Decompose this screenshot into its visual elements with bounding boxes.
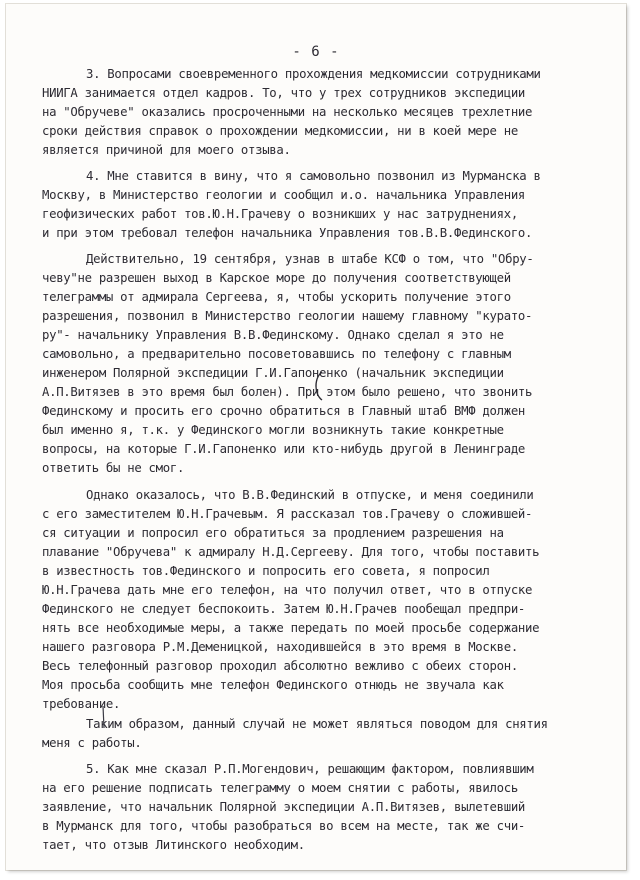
text-line: заявление, что начальник Полярной экспедиции А.П.Витязев, вылетевший	[42, 800, 526, 814]
document-page	[6, 4, 626, 870]
text-line: 5. Как мне сказал Р.П.Могендович, решающим фактором, повлиявшим	[86, 762, 534, 776]
text-line: и при этом требовал телефон начальника Управления тов.В.В.Фединского.	[42, 226, 533, 240]
text-line: меня с работы.	[42, 736, 142, 750]
text-line: требование.	[42, 697, 121, 711]
text-line: Ю.Н.Грачева дать мне его телефон, на что получил ответ, что в отпуске	[42, 583, 533, 597]
text-line: инженером Полярной экспедиции Г.И.Гапоненко (начальник экспедиции	[42, 366, 504, 380]
text-line: Фединского не следует беспокоить. Затем Ю.Н.Грачев пообещал предпри-	[42, 602, 526, 616]
text-line: ответить бы не смог.	[42, 461, 185, 475]
text-line: Однако оказалось, что В.В.Фединский в отпуске, и меня соединили	[86, 488, 534, 502]
text-line: Москву, в Министерство геологии и сообщил и.о. начальника Управления	[42, 188, 526, 202]
text-line: в Мурманск для того, чтобы разобраться во всем на месте, так же счи-	[42, 819, 526, 833]
text-line: А.П.Витязев в это время был болен). При этом было решено, что звонить	[42, 385, 533, 399]
text-line: плавание "Обручева" к адмиралу Н.Д.Сергееву. Для того, чтобы поставить	[42, 545, 540, 559]
text-line: разрешения, позвонил в Министерство геологии нашему главному "курато-	[42, 309, 533, 323]
text-line: НИИГА занимается отдел кадров. То, что у трех сотрудников экспедиции	[42, 86, 526, 100]
text-line: 3. Вопросами своевременного прохождения медкомиссии сотрудниками	[86, 67, 541, 81]
handwritten-tick-mark	[100, 704, 108, 730]
text-line: 4. Мне ставится в вину, что я самовольно позвонил из Мурманска в	[86, 169, 541, 183]
text-line: чеву"не разрешен выход в Карское море до получения соответствующей	[42, 271, 511, 285]
text-line: телеграммы от адмирала Сергеева, я, чтобы ускорить получение этого	[42, 290, 511, 304]
text-line: геофизических работ тов.Ю.Н.Грачеву о возникших у нас затруднениях,	[42, 207, 518, 221]
text-line: нять все необходимые меры, а также передать по моей просьбе содержание	[42, 621, 540, 635]
text-line: в известность тов.Фединского и попросить его совета, я попросил	[42, 564, 490, 578]
text-line: Действительно, 19 сентября, узнав в штабе КСФ о том, что "Обру-	[86, 252, 534, 266]
text-line: нашего разговора Р.М.Деменицкой, находившейся в это время в Москве.	[42, 640, 518, 654]
text-line: на "Обручеве" оказались просроченными на несколько месяцев трехлетние	[42, 105, 533, 119]
text-line: сроки действия справок о прохождении медкомиссии, ни в коей мере не	[42, 124, 518, 138]
text-line: ся ситуации и попросил его обратиться за продлением разрешения на	[42, 526, 504, 540]
text-line: Фединскому и просить его срочно обратиться в Главный штаб ВМФ должен	[42, 404, 526, 418]
text-line: является причиной для моего отзыва.	[42, 143, 291, 157]
text-line: самовольно, а предварительно посоветовавшись по телефону с главным	[42, 347, 511, 361]
text-line: был именно я, т.к. у Фединского могли возникнуть такие конкретные	[42, 423, 504, 437]
text-line: на его решение подписать телеграмму о моем снятии с работы, явилось	[42, 781, 518, 795]
text-line: вопросы, на которые Г.И.Гапоненко или кто-нибудь другой в Ленинграде	[42, 442, 526, 456]
text-line: с его заместителем Ю.Н.Грачевым. Я рассказал тов.Грачеву о сложившей-	[42, 507, 533, 521]
handwritten-bracket-mark	[312, 370, 326, 402]
text-line: Моя просьба сообщить мне телефон Фединского отнюдь не звучала как	[42, 678, 504, 692]
text-line: Весь телефонный разговор проходил абсолютно вежливо с обеих сторон.	[42, 659, 518, 673]
text-line: ру"- начальнику Управления В.В.Фединскому. Однако сделал я это не	[42, 328, 504, 342]
text-line: тает, что отзыв Литинского необходим.	[42, 838, 305, 852]
page-number: - 6 -	[292, 44, 340, 60]
text-line: Таким образом, данный случай не может являться поводом для снятия	[86, 717, 548, 731]
